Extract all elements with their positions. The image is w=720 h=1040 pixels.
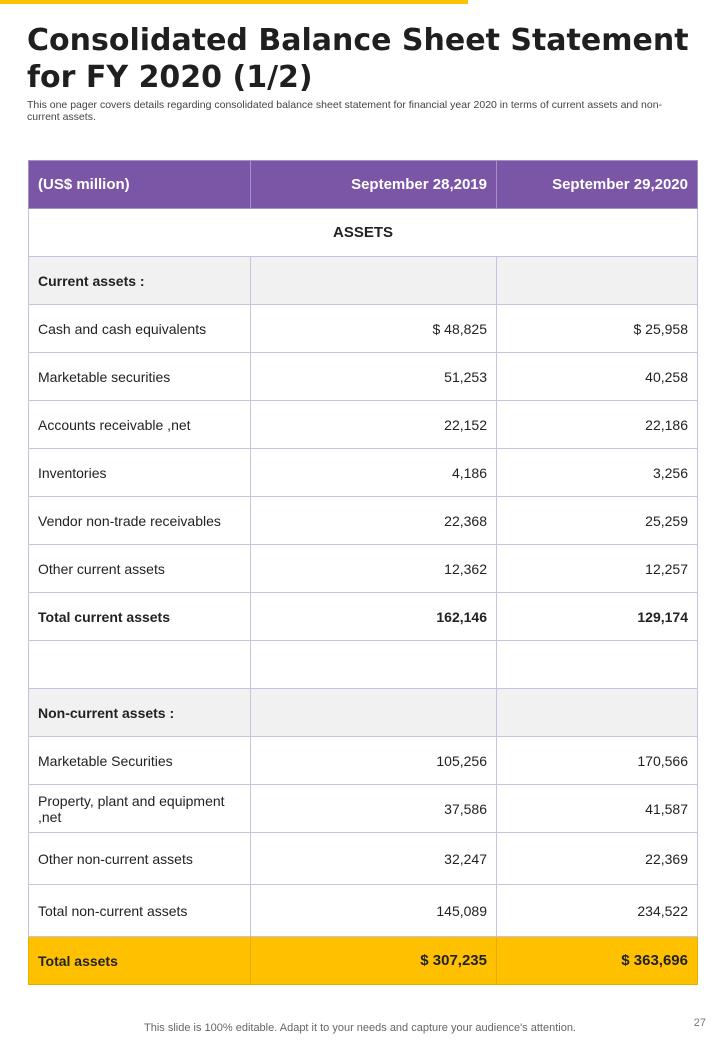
table-row	[29, 497, 698, 545]
table-row	[29, 401, 698, 449]
value-2019	[251, 641, 497, 689]
group-row-non-current-assets	[29, 689, 698, 737]
value-2020: 41,587	[497, 785, 698, 833]
value-2019: 145,089	[251, 885, 497, 937]
value-2019: 22,368	[251, 497, 497, 545]
value-2019	[251, 257, 497, 305]
value-2020: 170,566	[497, 737, 698, 785]
value-2020: 129,174	[497, 593, 698, 641]
page-subtitle: This one pager covers details regarding consolidated balance sheet statement for financial year 2020 in terms of current assets and non-current assets.	[27, 99, 663, 123]
value-2019: $ 307,235	[251, 937, 497, 985]
row-label: Other current assets	[29, 545, 251, 593]
table-row	[29, 785, 698, 833]
row-label: Total current assets	[29, 593, 251, 641]
value-2020: $ 25,958	[497, 305, 698, 353]
value-2019: 12,362	[251, 545, 497, 593]
page-title: Consolidated Balance Sheet Statement for FY 2020 (1/2)	[27, 23, 689, 95]
total-row-current-assets	[29, 593, 698, 641]
row-label: Other non-current assets	[29, 833, 251, 885]
row-label: Vendor non-trade receivables	[29, 497, 251, 545]
table-header-row	[29, 161, 698, 209]
accent-bar	[0, 0, 468, 4]
value-2020: 3,256	[497, 449, 698, 497]
value-2019: $ 48,825	[251, 305, 497, 353]
column-header-units: (US$ million)	[29, 161, 251, 209]
row-label: Marketable Securities	[29, 737, 251, 785]
row-label	[29, 641, 251, 689]
row-label: Inventories	[29, 449, 251, 497]
page-number: 27	[693, 1017, 706, 1029]
row-label: Property, plant and equipment ,net	[29, 785, 251, 833]
value-2020: 12,257	[497, 545, 698, 593]
value-2020	[497, 641, 698, 689]
column-header-2019: September 28,2019	[251, 161, 497, 209]
value-2020	[497, 689, 698, 737]
table-row	[29, 305, 698, 353]
value-2019: 162,146	[251, 593, 497, 641]
footer-text: This slide is 100% editable. Adapt it to your needs and capture your audience's attention.	[144, 1022, 576, 1034]
value-2019: 32,247	[251, 833, 497, 885]
value-2019: 51,253	[251, 353, 497, 401]
value-2020: 40,258	[497, 353, 698, 401]
table-row	[29, 353, 698, 401]
value-2019: 22,152	[251, 401, 497, 449]
value-2020: 22,369	[497, 833, 698, 885]
row-label: Cash and cash equivalents	[29, 305, 251, 353]
value-2020: 25,259	[497, 497, 698, 545]
column-header-2020: September 29,2020	[497, 161, 698, 209]
value-2019	[251, 689, 497, 737]
section-label: ASSETS	[29, 209, 698, 257]
value-2019: 105,256	[251, 737, 497, 785]
table-row	[29, 545, 698, 593]
value-2020: 22,186	[497, 401, 698, 449]
section-row-assets	[29, 209, 698, 257]
total-row-assets	[29, 937, 698, 985]
table-row	[29, 737, 698, 785]
value-2020: $ 363,696	[497, 937, 698, 985]
total-row-non-current-assets	[29, 885, 698, 937]
row-label: Non-current assets :	[29, 689, 251, 737]
spacer-row	[29, 641, 698, 689]
row-label: Marketable securities	[29, 353, 251, 401]
group-row-current-assets	[29, 257, 698, 305]
value-2019: 37,586	[251, 785, 497, 833]
table-row	[29, 833, 698, 885]
table-row	[29, 449, 698, 497]
value-2019: 4,186	[251, 449, 497, 497]
row-label: Total non-current assets	[29, 885, 251, 937]
row-label: Accounts receivable ,net	[29, 401, 251, 449]
value-2020: 234,522	[497, 885, 698, 937]
balance-sheet-table	[28, 160, 698, 985]
row-label: Current assets :	[29, 257, 251, 305]
value-2020	[497, 257, 698, 305]
row-label: Total assets	[29, 937, 251, 985]
